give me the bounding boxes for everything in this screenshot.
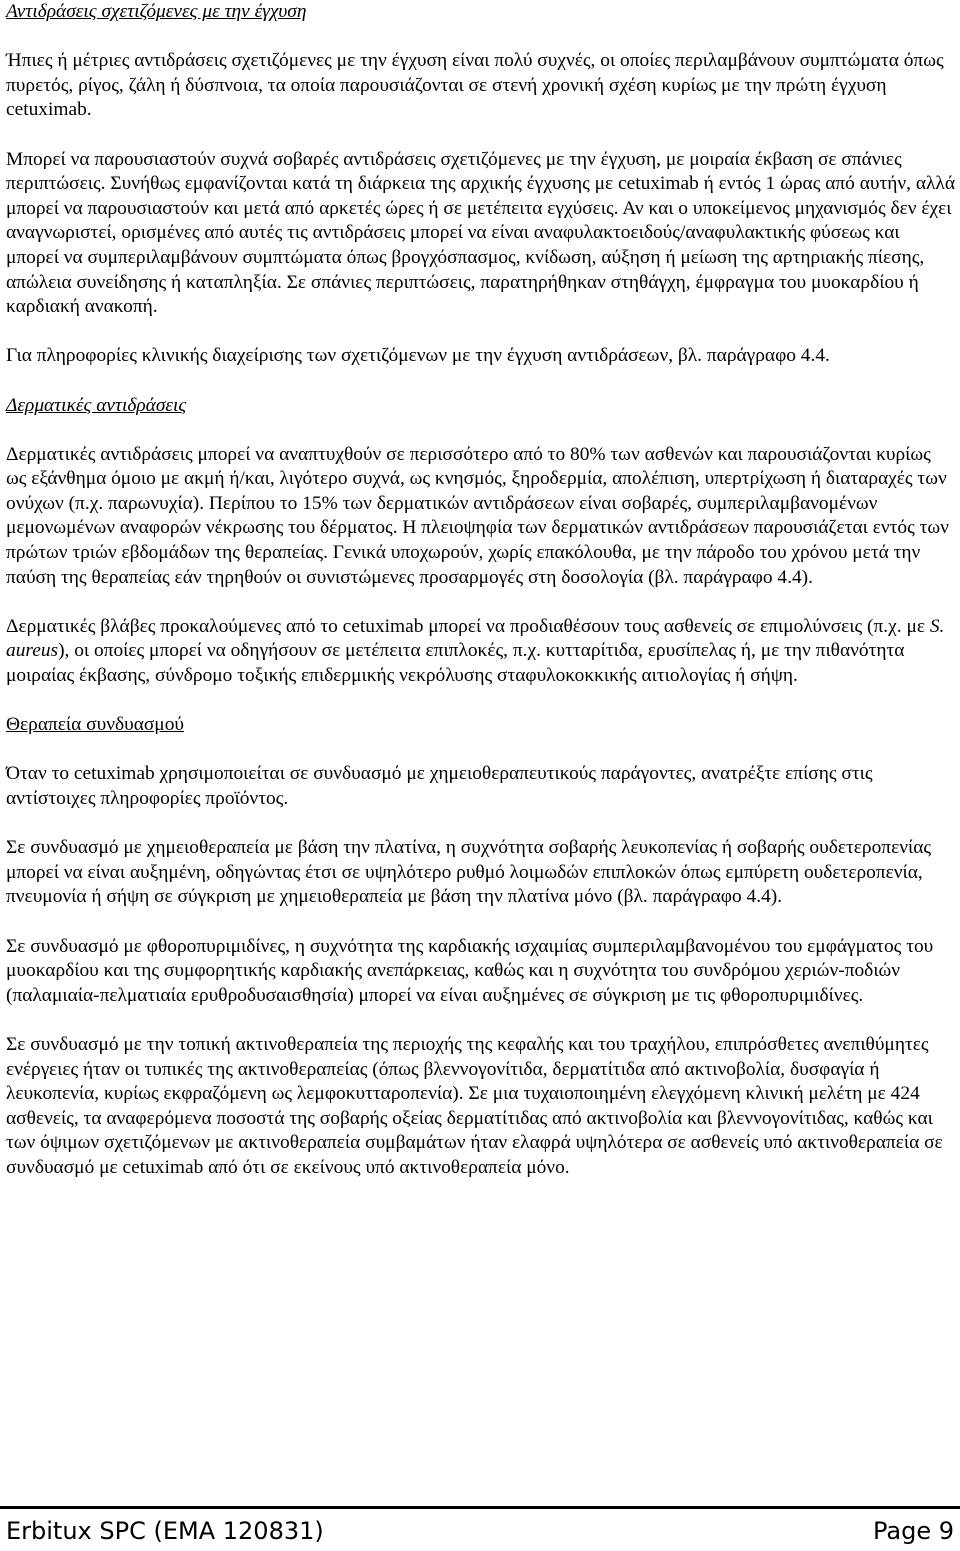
paragraph: Όταν το cetuximab χρησιμοποιείται σε συνδυασμό με χημειοθεραπευτικούς παράγοντες, ανατρέξτε επίσης στις αντίστοιχες πληροφορίες προϊόντος. [6, 763, 873, 809]
paragraph: Σε συνδυασμό με την τοπική ακτινοθεραπεία της περιοχής της κεφαλής και του τραχήλου, επιπρόσθετες ανεπιθύμητες ενέργειες ήταν οι τυπικές της ακτινοθεραπείας (όπως βλεννογονίτιδα, δερματίτιδα από ακτινοβολία, δυσφαγία ή λευκοπενία, κυρίως εκφραζόμενη ως λεμφοκυτταροπενία). Σε μια τυχαιοποιημένη ελεγχόμενη κλινική μελέτη με 424 ασθενείς, τα αναφερόμενα ποσοστά της σοβαρής οξείας δερματίτιδας από ακτινοβολία και βλεννογονίτιδας, καθώς και των όψιμων σχετιζόμενων με ακτινοθεραπεία συμβαμάτων ήταν ελαφρά υψηλότερα σε ασθενείς υπό ακτινοθεραπεία σε συνδυασμό με cetuximab από ότι σε εκείνους υπό ακτινοθεραπεία μόνο. [6, 1033, 943, 1178]
paragraph: Ήπιες ή μέτριες αντιδράσεις σχετιζόμενες με την έγχυση είναι πολύ συχνές, οι οποίες περιλαμβάνουν συμπτώματα όπως πυρετός, ρίγος, ζάλη ή δύσπνοια, τα οποία παρουσιάζονται σε στενή χρονική σχέση κυρίως με την πρώτη έγχυση cetuximab. [6, 50, 944, 121]
document-page [6, 0, 956, 1181]
section-heading-skin-reactions: Δερματικές αντιδράσεις [6, 394, 187, 416]
italic-organism-name: S. aureus [6, 615, 945, 662]
section-heading-combination-therapy: Θεραπεία συνδυασμού [6, 714, 184, 736]
footer-document-id: Erbitux SPC (EMA 120831) [6, 1517, 324, 1545]
paragraph [6, 615, 956, 689]
footer-page-number: Page 9 [873, 1517, 954, 1545]
paragraph: Δερματικές αντιδράσεις μπορεί να αναπτυχθούν σε περισσότερο από το 80% των ασθενών και παρουσιάζονται κυρίως ως εξάνθημα όμοιο με ακμή ή/και, λιγότερο συχνά, ως κνησμός, ξηροδερμία, απολέπιση, υπερτρίχωση ή διαταραχές των ονύχων (π.χ. παρωνυχία). Περίπου το 15% των δερματικών αντιδράσεων είναι σοβαρές, συμπεριλαμβανομένων μεμονωμένων αναφορών νέκρωσης του δέρματος. Η πλειοψηφία των δερματικών αντιδράσεων παρουσιάζεται εντός των πρώτων τριών εβδομάδων της θεραπείας. Γενικά υποχωρούν, χωρίς επακόλουθα, με την πάροδο του χρόνου μετά την παύση της θεραπείας εάν τηρηθούν οι συνιστώμενες προσαρμογές στη δοσολογία (βλ. παράγραφο 4.4). [6, 443, 949, 588]
paragraph: Σε συνδυασμό με χημειοθεραπεία με βάση την πλατίνα, η συχνότητα σοβαρής λευκοπενίας ή σοβαρής ουδετεροπενίας μπορεί να είναι αυξημένη, οδηγώντας έτσι σε υψηλότερο ρυθμό λοιμωδών επιπλοκών όπως εμπύρετη ουδετεροπενία, πνευμονία ή σήψη σε σύγκριση με χημειοθεραπεία με βάση την πλατίνα μόνο (βλ. παράγραφο 4.4). [6, 837, 932, 908]
page-footer [6, 1516, 954, 1546]
text-run: Δερματικές βλάβες προκαλούμενες από το cetuximab μπορεί να προδιαθέσουν τους ασθενείς σε επιμολύνσεις (π.χ. με [6, 615, 930, 637]
text-run: ), οι οποίες μπορεί να οδηγήσουν σε μετέπειτα επιπλοκές, π.χ. κυτταρίτιδα, ερυσίπελας ή, με την πιθανότητα μοιραίας έκβασης, σύνδρομο τοξικής επιδερμικής νεκρόλυσης σταφυλοκοκκικής αιτιολογίας ή σήψη. [6, 640, 905, 687]
footer-divider [0, 1506, 960, 1509]
paragraph: Σε συνδυασμό με φθοροπυριμιδίνες, η συχνότητα της καρδιακής ισχαιμίας συμπεριλαμβανομένου του εμφάγματος του μυοκαρδίου και της συμφορητικής καρδιακής ανεπάρκειας, καθώς και η συχνότητα του συνδρόμου χεριών-ποδιών (παλαμιαία-πελματιαία ερυθροδυσαισθησία) μπορεί να είναι αυξημένες σε σύγκριση με τις φθοροπυριμιδίνες. [6, 935, 934, 1006]
paragraph: Μπορεί να παρουσιαστούν συχνά σοβαρές αντιδράσεις σχετιζόμενες με την έγχυση, με μοιραία έκβαση σε σπάνιες περιπτώσεις. Συνήθως εμφανίζονται κατά τη διάρκεια της αρχικής έγχυσης με cetuximab ή εντός 1 ώρας από αυτήν, αλλά μπορεί να παρουσιαστούν και μετά από αρκετές ώρες ή σε μετέπειτα εγχύσεις. Αν και ο υποκείμενος μηχανισμός δεν έχει αναγνωριστεί, ορισμένες από αυτές τις αντιδράσεις μπορεί να είναι αναφυλακτοειδούς/αναφυλακτικής φύσεως και μπορεί να συμπεριλαμβάνουν συμπτώματα όπως βρογχόσπασμος, κνίδωση, αύξηση ή μείωση της αρτηριακής πίεσης, απώλεια συνείδησης ή καταπληξία. Σε σπάνιες περιπτώσεις, παρατηρήθηκαν στηθάγχη, έμφραγμα του μυοκαρδίου ή καρδιακή ανακοπή. [6, 148, 955, 318]
paragraph: Για πληροφορίες κλινικής διαχείρισης των σχετιζόμενων με την έγχυση αντιδράσεων, βλ. παράγραφο 4.4. [6, 345, 830, 367]
section-heading-infusion-reactions: Αντιδράσεις σχετιζόμενες με την έγχυση [6, 1, 307, 22]
